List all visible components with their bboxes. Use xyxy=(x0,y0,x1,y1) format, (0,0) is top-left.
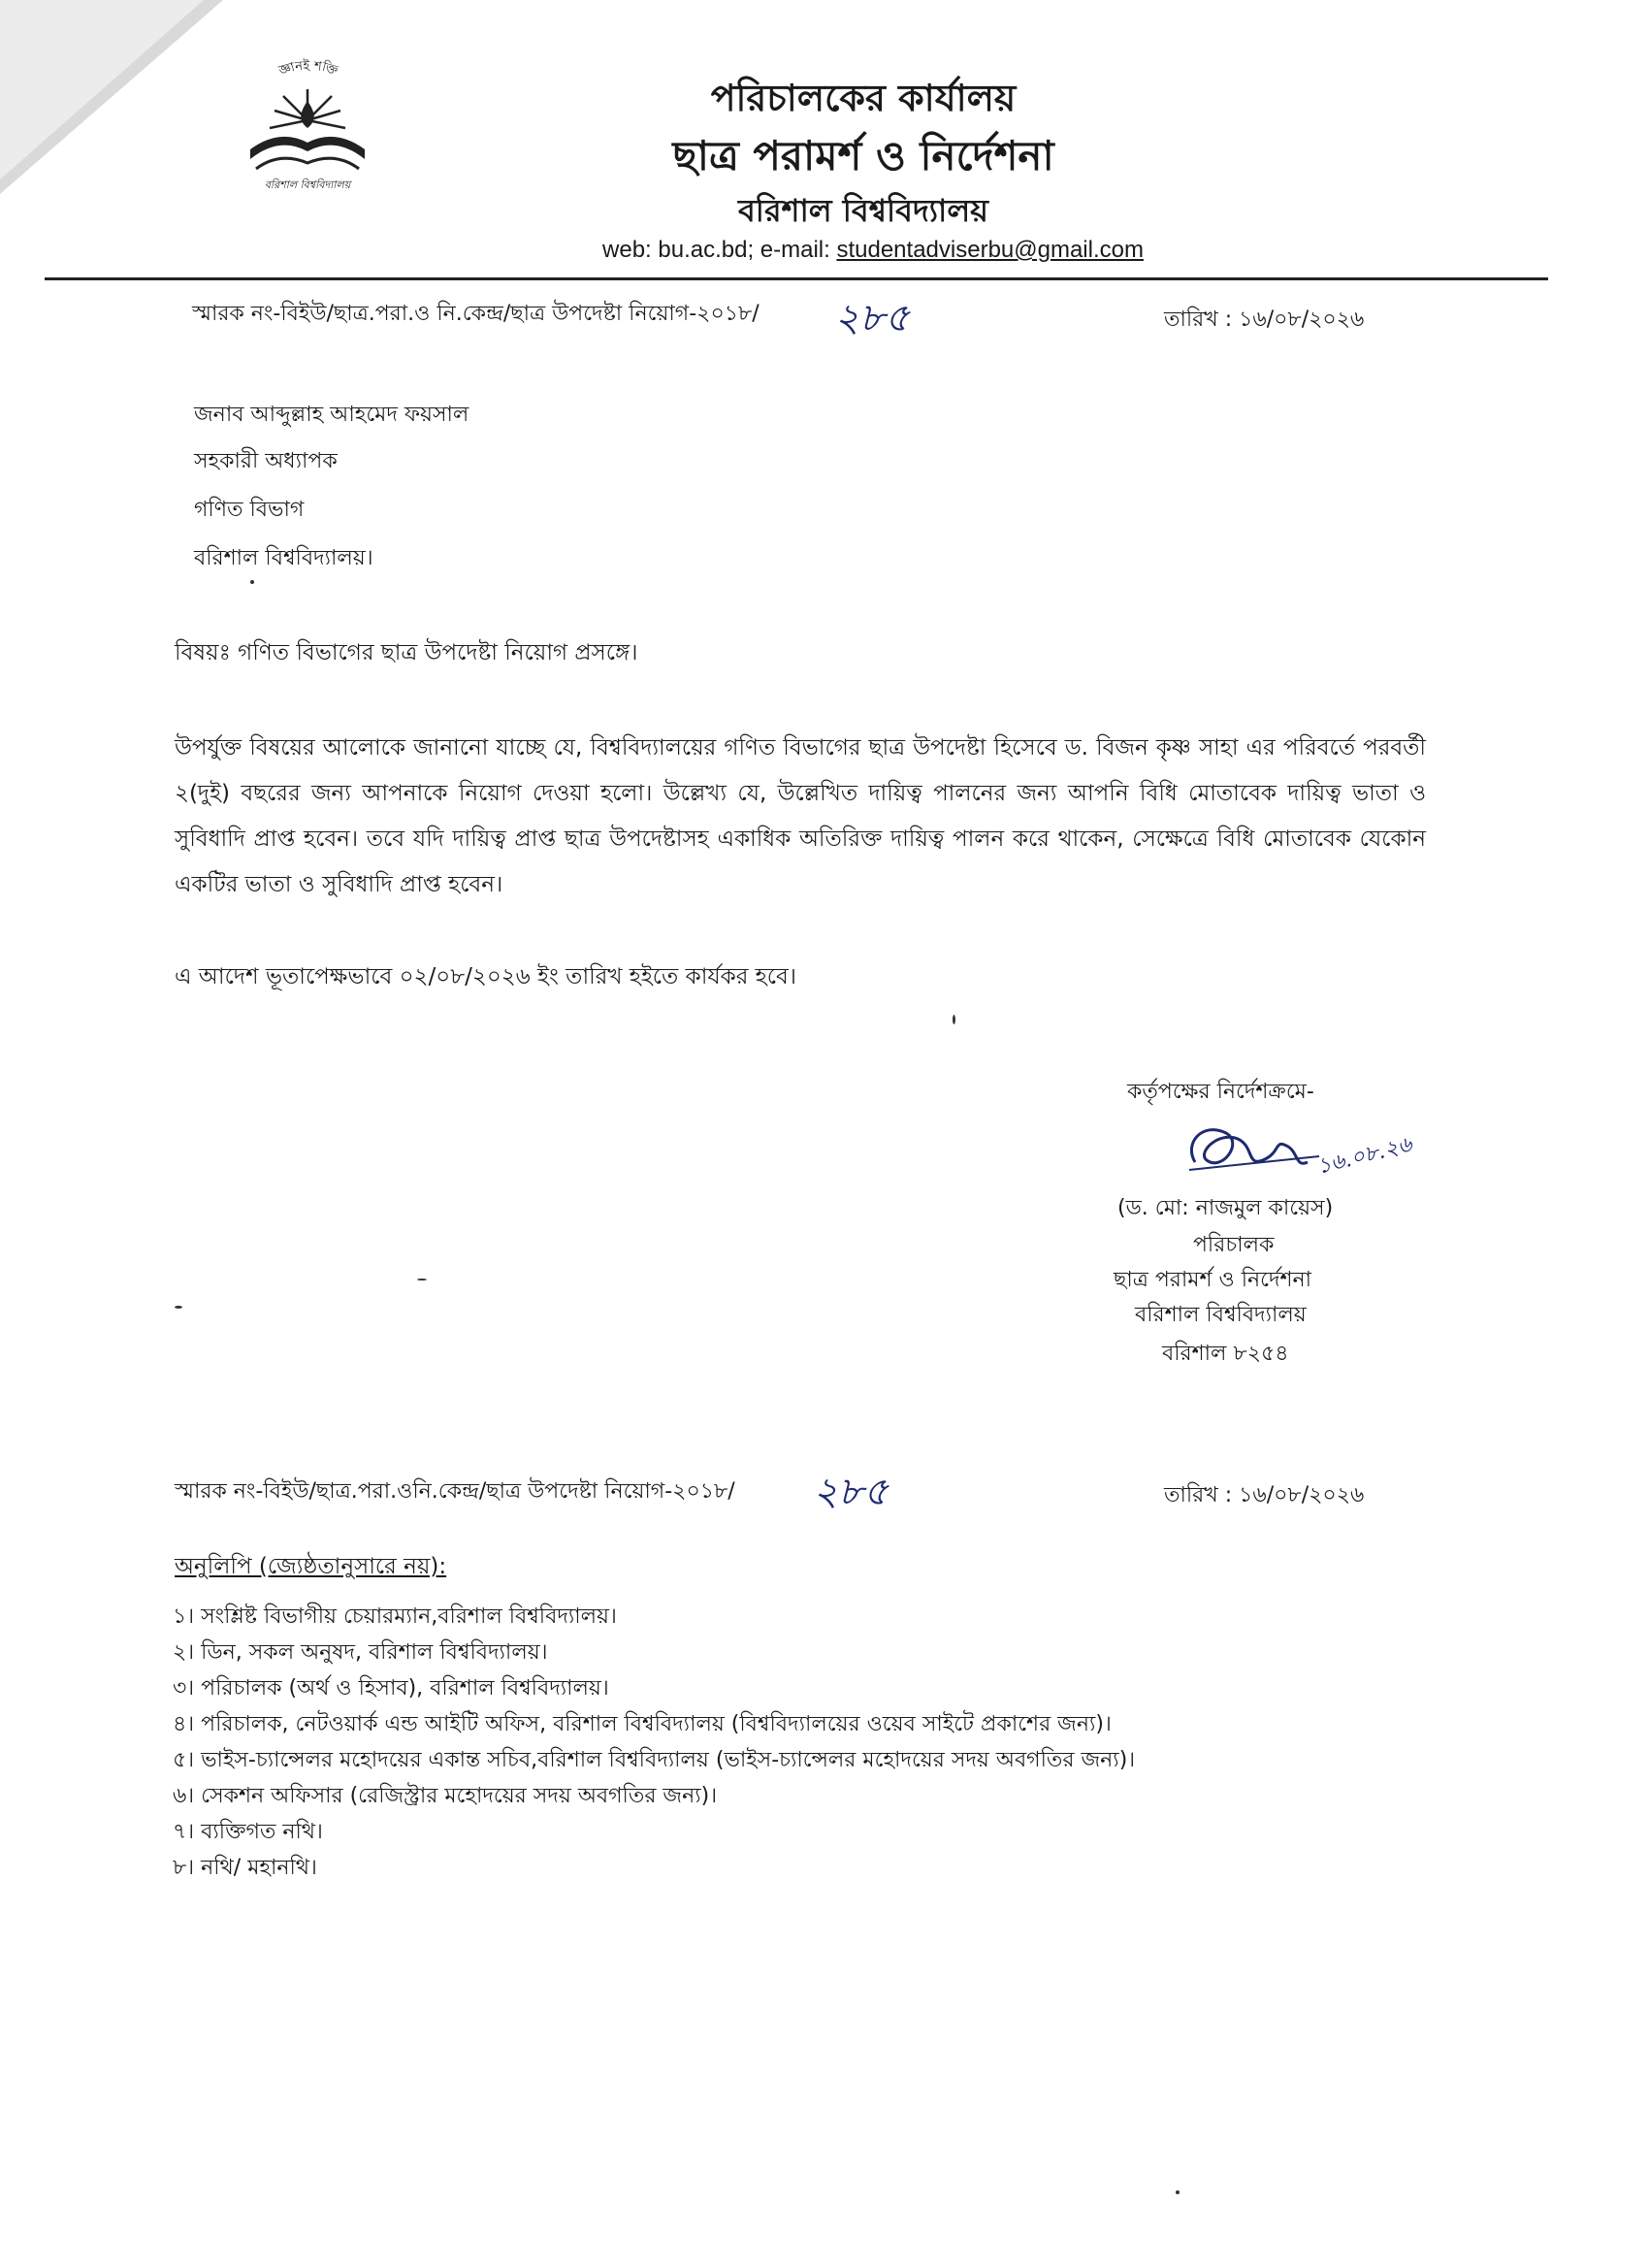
email-link[interactable]: studentadviserbu@gmail.com xyxy=(836,237,1144,263)
copy-handwritten-memo-number: ২৮৫ xyxy=(813,1470,889,1514)
copies-title: অনুলিপি (জ্যেষ্ঠতানুসারে নয়): xyxy=(175,1554,447,1579)
office-title: পরিচালকের কার্যালয় xyxy=(710,77,1017,119)
signatory-university: বরিশাল বিশ্ববিদ্যালয় xyxy=(1135,1303,1307,1327)
signatory-location: বরিশাল ৮২৫৪ xyxy=(1162,1342,1289,1366)
by-order-label: কর্তৃপক্ষের নির্দেশক্রমে- xyxy=(1127,1080,1314,1104)
recipient-designation: সহকারী অধ্যাপক xyxy=(194,449,338,473)
letter-subject: বিষয়ঃ গণিত বিভাগের ছাত্র উপদেষ্টা নিয়োগ প্রসঙ্গে। xyxy=(175,640,638,665)
copy-item: ২। ডিন, সকল অনুষদ, বরিশাল বিশ্ববিদ্যালয়। xyxy=(173,1640,548,1665)
contact-line xyxy=(534,237,1212,264)
university-logo xyxy=(221,50,394,196)
letter-body: উপর্যুক্ত বিষয়ের আলোকে জানানো যাচ্ছে যে, বিশ্ববিদ্যালয়ের গণিত বিভাগের ছাত্র উপদেষ্টা হিসেবে ড. বিজন কৃষ্ণ সাহা এর পরিবর্তে পরবর্তী ২(দুই) বছরের জন্য আপনাকে নিয়োগ দেওয়া হলো। উল্লেখ্য যে, উল্লেখিত দায়িত্ব পালনের জন্য আপনি বিধি মোতাবেক দায়িত্ব ভাতা ও সুবিধাদি প্রাপ্ত হবেন। তবে যদি দায়িত্ব প্রাপ্ত ছাত্র উপদেষ্টাসহ একাধিক অতিরিক্ত দায়িত্ব পালন করে থাকেন, সেক্ষেত্রে বিধি মোতাবেক যেকোন একটির ভাতা ও সুবিধাদি প্রাপ্ত হবেন। xyxy=(175,735,1426,897)
copy-memo-date: তারিখ : ১৬/০৮/২০২৬ xyxy=(1164,1483,1365,1507)
scan-speck xyxy=(417,1279,427,1280)
header-divider xyxy=(45,277,1548,280)
copy-memo-reference: স্মারক নং-বিইউ/ছাত্র.পরা.ওনি.কেন্দ্র/ছাত্র উপদেষ্টা নিয়োগ-২০১৮/ xyxy=(175,1479,735,1504)
svg-text:১৬.০৮.২৬: ১৬.০৮.২৬ xyxy=(1314,1132,1415,1180)
recipient-name: জনাব আব্দুল্লাহ আহমেদ ফয়সাল xyxy=(194,403,469,427)
folded-corner-inner xyxy=(0,0,204,179)
copies-list xyxy=(173,1599,1135,1886)
web-label: web: bu.ac.bd; e-mail: xyxy=(602,237,837,263)
svg-text:জ্ঞানই শক্তি: জ্ঞানই শক্তি xyxy=(276,58,340,79)
signatory-department: ছাত্র পরামর্শ ও নির্দেশনা xyxy=(1114,1268,1312,1292)
department-title: ছাত্র পরামর্শ ও নির্দেশনা xyxy=(672,132,1054,179)
handwritten-signature xyxy=(1174,1114,1436,1191)
copy-item: ৫। ভাইস-চ্যান্সেলর মহোদয়ের একান্ত সচিব,বরিশাল বিশ্ববিদ্যালয় (ভাইস-চ্যান্সেলর মহোদয়ের সদয় অবগতির জন্য)। xyxy=(173,1748,1136,1772)
scan-speck xyxy=(175,1306,182,1309)
university-title: বরিশাল বিশ্ববিদ্যালয় xyxy=(737,192,989,229)
copy-item: ৩। পরিচালক (অর্থ ও হিসাব), বরিশাল বিশ্ববিদ্যালয়। xyxy=(173,1676,609,1701)
copy-item: ৬। সেকশন অফিসার (রেজিস্ট্রার মহোদয়ের সদয় অবগতির জন্য)। xyxy=(173,1784,718,1808)
recipient-university: বরিশাল বিশ্ববিদ্যালয়। xyxy=(194,546,373,570)
copy-item: ১। সংশ্লিষ্ট বিভাগীয় চেয়ারম্যান,বরিশাল বিশ্ববিদ্যালয়। xyxy=(173,1604,617,1629)
effective-date-note: এ আদেশ ভূতাপেক্ষভাবে ০২/০৮/২০২৬ ইং তারিখ হইতে কার্যকর হবে। xyxy=(175,964,797,989)
memo-date: তারিখ : ১৬/০৮/২০২৬ xyxy=(1164,308,1365,332)
scan-speck xyxy=(953,1015,955,1024)
memo-reference: স্মারক নং-বিইউ/ছাত্র.পরা.ও নি.কেন্দ্র/ছাত্র উপদেষ্টা নিয়োগ-২০১৮/ xyxy=(192,302,760,326)
svg-text:বরিশাল বিশ্ববিদ্যালয়: বরিশাল বিশ্ববিদ্যালয় xyxy=(264,178,351,191)
handwritten-memo-number: ২৮৫ xyxy=(834,296,910,340)
signatory-name: (ড. মো: নাজমুল কায়েস) xyxy=(1117,1196,1334,1220)
copy-item: ৪। পরিচালক, নেটওয়ার্ক এন্ড আইটি অফিস, বরিশাল বিশ্ববিদ্যালয় (বিশ্ববিদ্যালয়ের ওয়েব সাইটে প্রকাশের জন্য)। xyxy=(173,1712,1112,1736)
recipient-department: গণিত বিভাগ xyxy=(194,498,305,522)
scan-speck xyxy=(1176,2190,1180,2194)
copy-item: ৭। ব্যক্তিগত নথি। xyxy=(173,1820,323,1844)
scan-speck xyxy=(250,580,254,584)
copy-item: ৮। নথি/ মহানথি। xyxy=(173,1856,317,1880)
signatory-title: পরিচালক xyxy=(1193,1233,1275,1257)
